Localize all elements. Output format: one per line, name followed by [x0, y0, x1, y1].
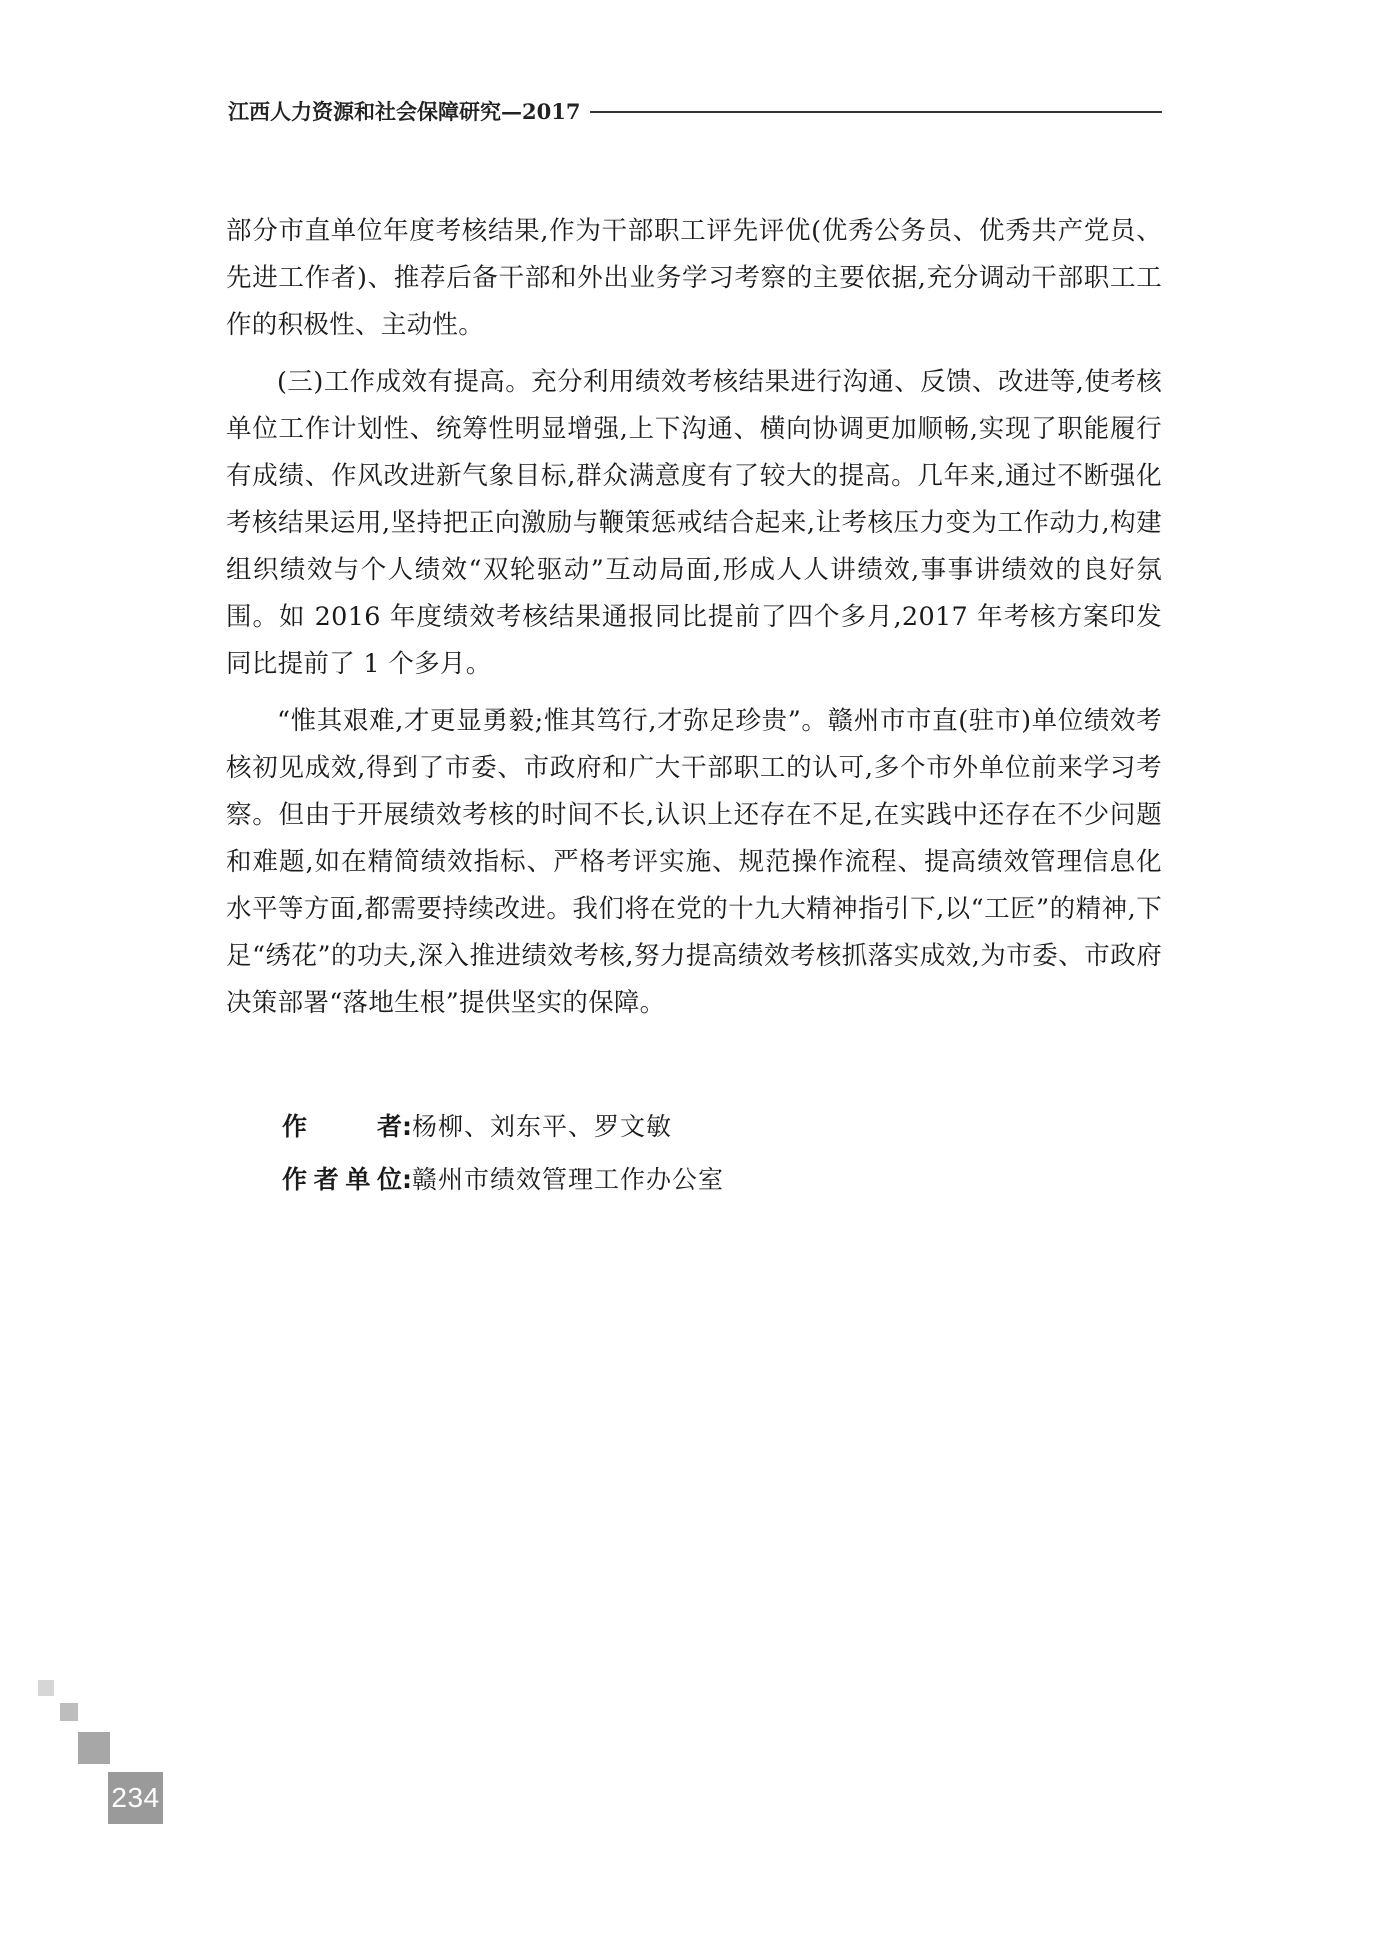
page-number-box — [108, 1772, 163, 1824]
paragraph-3: “惟其艰难,才更显勇毅;惟其笃行,才弥足珍贵”。赣州市市直(驻市)单位绩效考核初见成效,得到了市委、市政府和广大干部职工的认可,多个市外单位前来学习考察。但由于开展绩效考核的时间不长,认识上还存在不足,在实践中还存在不少问题和难题,如在精简绩效指标、严格考评实施、规范操作流程、提高绩效管理信息化水平等方面,都需要持续改进。我们将在党的十九大精神指引下,以“工匠”的精神,下足“绣花”的功夫,深入推进绩效考核,努力提高绩效考核抓落实成效,为市委、市政府决策部署“落地生根”提供坚实的保障。 — [226, 706, 1162, 1018]
paragraph-2 — [226, 359, 1162, 688]
decorative-square — [38, 1680, 54, 1696]
author-unit-row — [282, 1153, 724, 1206]
author-info — [282, 1100, 724, 1206]
decorative-square — [78, 1732, 110, 1764]
paragraph-2-text: 充分利用绩效考核结果进行沟通、反馈、改进等,使考核单位工作计划性、统筹性明显增强,上下沟通、横向协调更加顺畅,实现了职能履行有成绩、作风改进新气象目标,群众满意度有了较大的提高。几年来,通过不断强化考核结果运用,坚持把正向激励与鞭策惩戒结合起来,让考核压力变为工作动力,构建组织绩效与个人绩效“双轮驱动”互动局面,形成人人讲绩效,事事讲绩效的良好氛围。如 2016 年度绩效考核结果通报同比提前了四个多月,2017 年考核方案印发同比提前了 1 个多月。 — [226, 367, 1162, 679]
page-number: 234 — [111, 1782, 160, 1813]
author-row — [282, 1100, 724, 1153]
author-unit-label: 作者单位 — [282, 1165, 402, 1194]
header-rule — [590, 111, 1162, 113]
section-heading: (三)工作成效有提高。 — [277, 367, 532, 397]
author-unit-colon: : — [402, 1165, 412, 1194]
author-label: 作者 — [282, 1112, 402, 1141]
author-names: 杨柳、刘东平、罗文敏 — [412, 1112, 673, 1141]
author-unit: 赣州市绩效管理工作办公室 — [412, 1165, 725, 1194]
running-header-title: 江西人力资源和社会保障研究—2017 — [228, 99, 581, 124]
decorative-square — [60, 1703, 78, 1721]
paragraph-1: 部分市直单位年度考核结果,作为干部职工评先评优(优秀公务员、优秀共产党员、先进工作者)、推荐后备干部和外出业务学习考察的主要依据,充分调动干部职工工作的积极性、主动性。 — [226, 216, 1162, 340]
article-body — [226, 208, 1162, 1037]
running-header — [228, 96, 1162, 126]
author-colon: : — [402, 1112, 412, 1141]
